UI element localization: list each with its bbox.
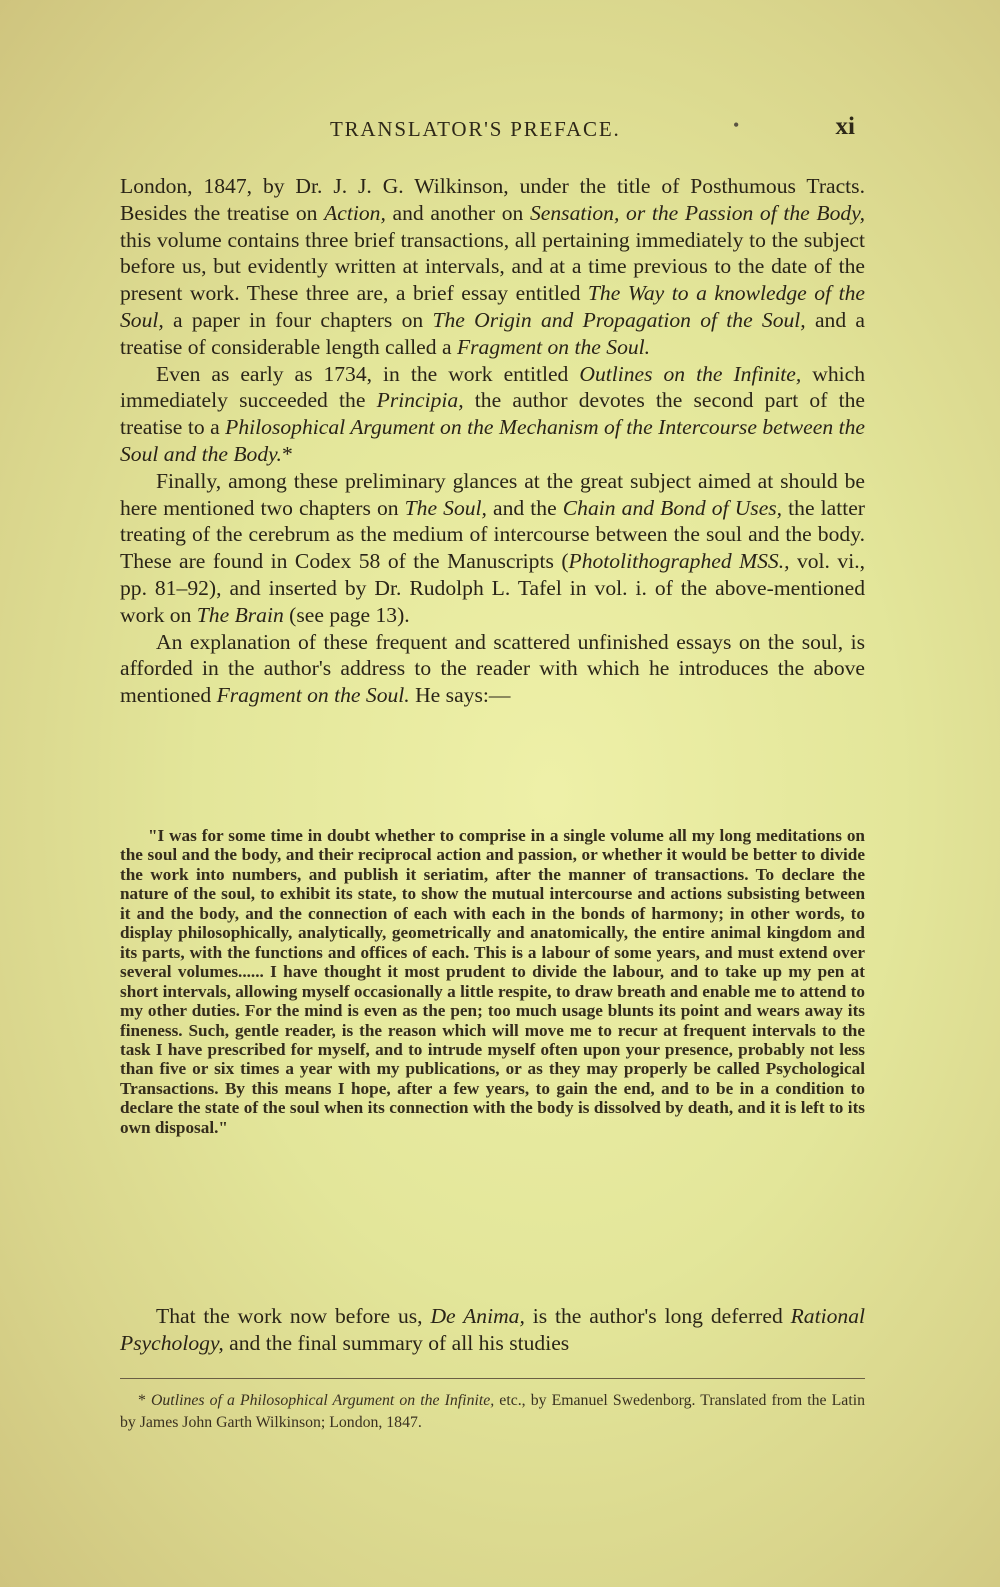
paragraph-1: London, 1847, by Dr. J. J. G. Wilkinson, under the title of Posthumous Tracts. Besides the treatise on Action, and another on Sensation, or the Passion of the Body, this volume contains three brief transactions, all pertaining immediately to the subject before us, but evidently written at intervals, and at a time previous to the date of the present work. These three are, a brief essay entitled The Way to a knowledge of the Soul, a paper in four chapters on The Origin and Propagation of the Soul, and a treatise of considerable length called a Fragment on the Soul.	[120, 174, 865, 359]
paragraph-4: An explanation of these frequent and scattered unfinished essays on the soul, is afforded in the author's address to the reader with which he introduces the above mentioned Fragment on the Soul. He says:—	[120, 629, 865, 708]
footnote-marker: *	[138, 1392, 151, 1409]
footnote-reference[interactable]: *	[281, 441, 293, 466]
paragraph-2: Even as early as 1734, in the work entitled Outlines on the Infinite, which immediately succeeded the Principia, the author devotes the second part of the treatise to a Philosophical Argument on the Mechanism of the Intercourse between the Soul and the Body.*	[120, 361, 865, 466]
footnote	[120, 1390, 865, 1434]
paragraph-5: That the work now before us, De Anima, is the author's long deferred Rational Psychology, and the final summary of all his studies	[120, 1304, 865, 1355]
paragraph-3: Finally, among these preliminary glances at the great subject aimed at should be here mentioned two chapters on The Soul, and the Chain and Bond of Uses, the latter treating of the cerebrum as the medium of intercourse between the soul and the body. These are found in Codex 58 of the Manuscripts (Photolithographed MSS., vol. vi., pp. 81–92), and inserted by Dr. Rudolph L. Tafel in vol. i. of the above-mentioned work on The Brain (see page 13).	[120, 468, 866, 627]
page-header	[120, 113, 865, 149]
ornament-mark: •	[733, 115, 740, 135]
footnote-text: * Outlines of a Philosophical Argument on the Infinite, etc., by Emanuel Swedenborg. Translated from the Latin by James John Garth Wilkinson; London, 1847.	[120, 1392, 865, 1431]
footnote-title: Outlines of a Philosophical Argument on the Infinite,	[151, 1392, 495, 1409]
page-number: xi	[835, 113, 855, 140]
block-quote	[120, 826, 865, 1137]
footnote-divider	[120, 1378, 865, 1379]
body-text	[120, 173, 865, 709]
closing-paragraph	[120, 1303, 865, 1357]
quote-text: "I was for some time in doubt whether to comprise in a single volume all my long meditations on the soul and the body, and their reciprocal action and passion, or whether it would be better to divide the work into numbers, and publish it seriatim, after the manner of transactions. To declare the nature of the soul, to exhibit its state, to show the mutual intercourse and actions subsisting between it and the body, and the connection of each with each in the bonds of harmony; in other words, to display philosophically, analytically, geometrically and anatomically, the entire animal kingdom and its parts, with the functions and offices of each. This is a labour of some years, and must extend over several volumes...... I have thought it most prudent to divide the labour, and to take up my pen at short intervals, allowing myself occasionally a little respite, to draw breath and enable me to attend to my other duties. For the mind is even as the pen; too much usage blunts its point and wears away its fineness. Such, gentle reader, is the reason which will move me to recur at frequent intervals to the task I have prescribed for myself, and to intrude myself often upon your presence, probably not less than five or six times a year with my publications, or as they may properly be called Psychological Transactions. By this means I hope, after a few years, to gain the end, and to be in a condition to declare the state of the soul when its connection with the body is dissolved by death, and it is left to its own disposal."	[120, 826, 865, 1137]
running-head: TRANSLATOR'S PREFACE.	[330, 117, 621, 141]
